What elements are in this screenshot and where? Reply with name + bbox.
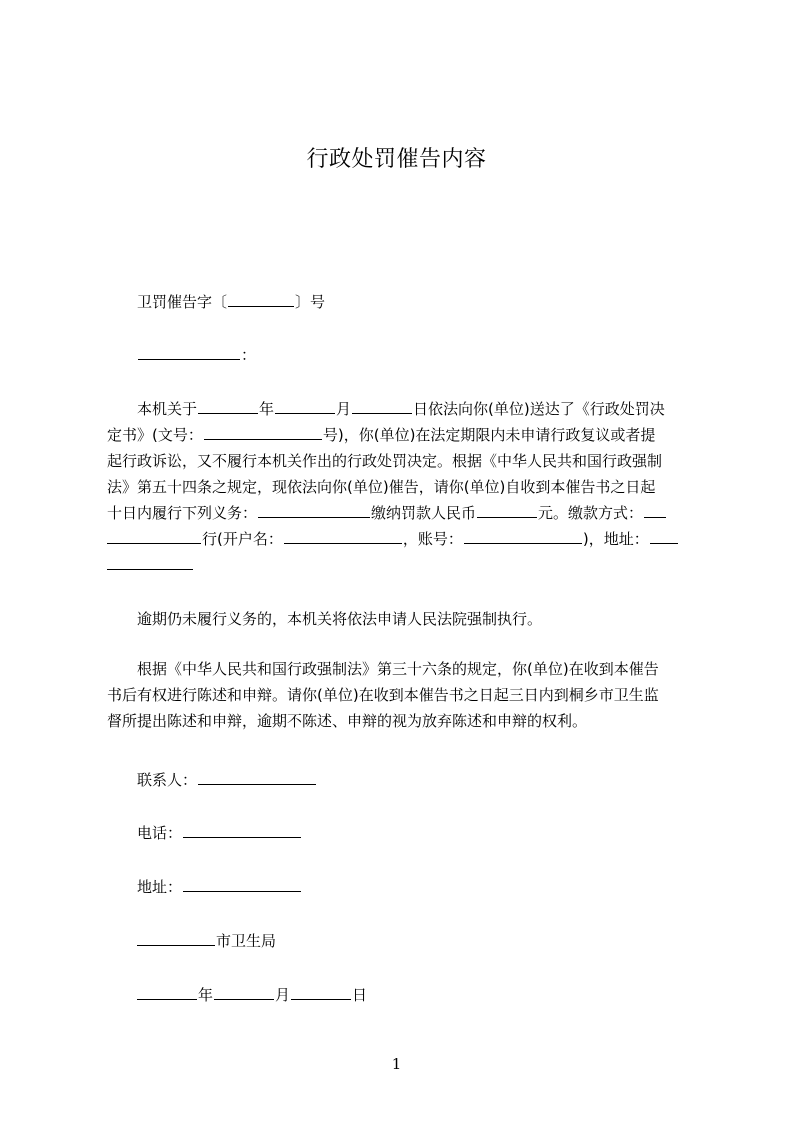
phone-label: 电话： — [137, 824, 183, 842]
text-segment: 十日内履行下列义务： — [107, 504, 258, 522]
payment-method-blank — [644, 503, 666, 518]
address-field-blank — [183, 877, 301, 892]
reference-number-line — [137, 292, 325, 312]
recipient-line — [137, 345, 256, 365]
text-segment: 缴纳罚款人民币 — [371, 504, 477, 522]
date-month-label: 月 — [275, 986, 291, 1004]
day-blank — [352, 399, 412, 414]
date-year-blank — [137, 985, 197, 1000]
paragraph-line: 督所提出陈述和申辩，逾期不陈述、申辩的视为放弃陈述和申辩的权利。 — [107, 712, 588, 730]
date-line — [137, 985, 367, 1005]
paragraph-line: 根据《中华人民共和国行政强制法》第三十六条的规定，你(单位)在收到本催告 — [137, 660, 659, 678]
address-label: 地址： — [137, 878, 183, 896]
recipient-colon: ： — [241, 346, 257, 364]
paragraph-line: 起行政诉讼，又不履行本机关作出的行政处罚决定。根据《中华人民共和国行政强制 — [107, 452, 663, 470]
account-number-blank — [464, 529, 582, 544]
reference-suffix: 〕号 — [295, 293, 326, 311]
paragraph-line: 法》第五十四条之规定，现依法向你(单位)催告，请你(单位)自收到本催告书之日起 — [107, 478, 656, 496]
paragraph-line — [107, 422, 699, 448]
text-segment: 月 — [336, 400, 352, 418]
city-blank — [137, 931, 215, 946]
date-year-label: 年 — [198, 986, 214, 1004]
text-segment: ，账号： — [402, 530, 463, 548]
address-blank-continued — [107, 555, 193, 570]
document-title: 行政处罚催告内容 — [306, 147, 487, 172]
text-segment: 日依法向你(单位)送达了《行政处罚决 — [413, 400, 665, 418]
notice-paragraph — [107, 396, 699, 578]
contact-line — [137, 770, 317, 790]
text-segment: 号)，你(单位)在法定期限内未申请行政复议或者提 — [322, 426, 656, 444]
recipient-blank — [138, 345, 240, 360]
date-day-blank — [291, 985, 351, 1000]
date-month-blank — [214, 985, 274, 1000]
paragraph-line — [107, 552, 699, 578]
paragraph-line: 书后有权进行陈述和申辩。请你(单位)在收到本催告书之日起三日内到桐乡市卫生监 — [107, 686, 659, 704]
bureau-line — [137, 931, 276, 951]
year-blank — [198, 399, 258, 414]
page-number: 1 — [391, 1055, 402, 1073]
phone-blank — [183, 823, 301, 838]
contact-blank — [198, 770, 316, 785]
amount-blank — [477, 503, 537, 518]
reference-prefix: 卫罚催告字〔 — [137, 293, 228, 311]
text-segment: 本机关于 — [137, 400, 198, 418]
month-blank — [275, 399, 335, 414]
account-name-blank — [284, 529, 402, 544]
paragraph-line — [107, 526, 699, 552]
obligation-blank — [258, 503, 370, 518]
text-segment: 定书》(文号： — [107, 426, 203, 444]
reference-blank — [228, 292, 294, 307]
address-line — [137, 877, 302, 897]
paragraph-line — [107, 500, 699, 526]
paragraph-line — [107, 396, 699, 422]
text-segment: 年 — [259, 400, 275, 418]
date-day-label: 日 — [352, 986, 368, 1004]
enforcement-paragraph: 逾期仍未履行义务的，本机关将依法申请人民法院强制执行。 — [137, 610, 543, 628]
address-blank — [650, 529, 678, 544]
statement-rights-paragraph — [107, 656, 699, 734]
contact-label: 联系人： — [137, 771, 198, 789]
bank-blank — [107, 529, 201, 544]
document-number-blank — [204, 425, 322, 440]
bureau-name: 市卫生局 — [216, 932, 277, 950]
phone-line — [137, 823, 302, 843]
text-segment: 行(开户名： — [202, 530, 283, 548]
text-segment: 元。缴款方式： — [538, 504, 644, 522]
text-segment: )，地址： — [582, 530, 649, 548]
